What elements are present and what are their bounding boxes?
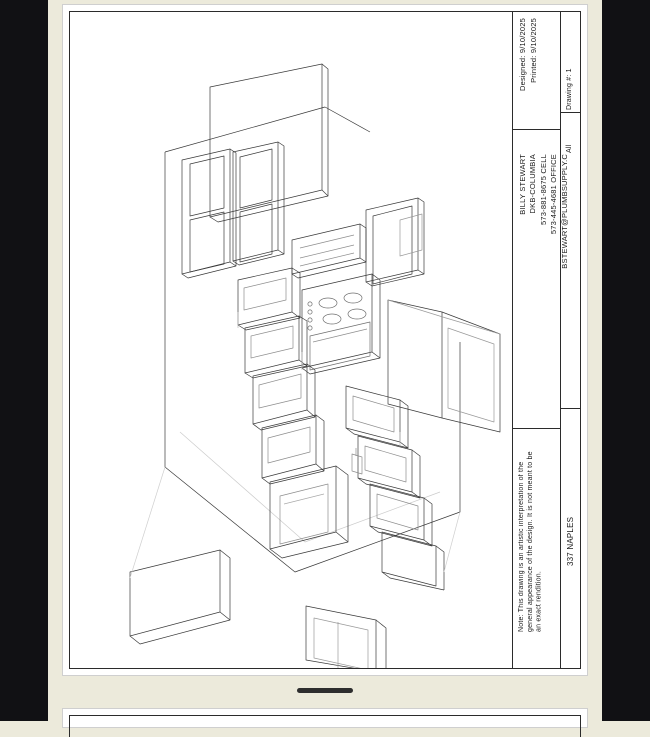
title-block-contact-cell [513,148,569,428]
contact-name: BILLY STEWART [518,154,527,215]
title-block [512,12,580,668]
next-page-border [69,715,581,737]
title-block-note-cell [513,436,560,636]
title-block-divider [513,428,560,429]
viewer-gutter-right [602,0,650,721]
disclaimer-note: Note: This drawing is an artistic interpretation of the general appearance of the design. It is not meant to be an exact rendition. [518,451,543,632]
designed-date: Designed: 9/10/2025 [518,18,527,92]
side-column-divider [561,408,580,409]
title-block-dates-cell [513,12,560,130]
scope-cell [561,112,580,153]
next-document-page[interactable] [62,708,588,728]
page-border [69,11,581,669]
project-name-cell [561,416,580,566]
drawing-number-cell [561,20,580,110]
document-page[interactable] [62,4,588,676]
scope-label: All [566,144,574,153]
project-name: 337 NAPLES [565,516,575,566]
drawing-number: Drawing #: 1 [566,68,574,110]
contact-office-phone: 573-445-4681 OFFICE [549,154,559,235]
contact-cell-phone: 573-881-8675 CELL [538,154,548,225]
title-block-side-column [560,12,580,668]
kitchen-drawing [70,12,512,668]
contact-email: BSTEWART@PLUMBSUPPLY.C [559,154,569,269]
page-scroll-indicator[interactable] [297,688,353,693]
contact-company: DKB-COLUMBIA [528,154,538,214]
printed-date: Printed: 9/10/2025 [529,18,539,83]
kitchen-drawing-svg [70,12,512,668]
viewer-gutter-left [0,0,48,721]
title-block-main-column [513,12,569,668]
